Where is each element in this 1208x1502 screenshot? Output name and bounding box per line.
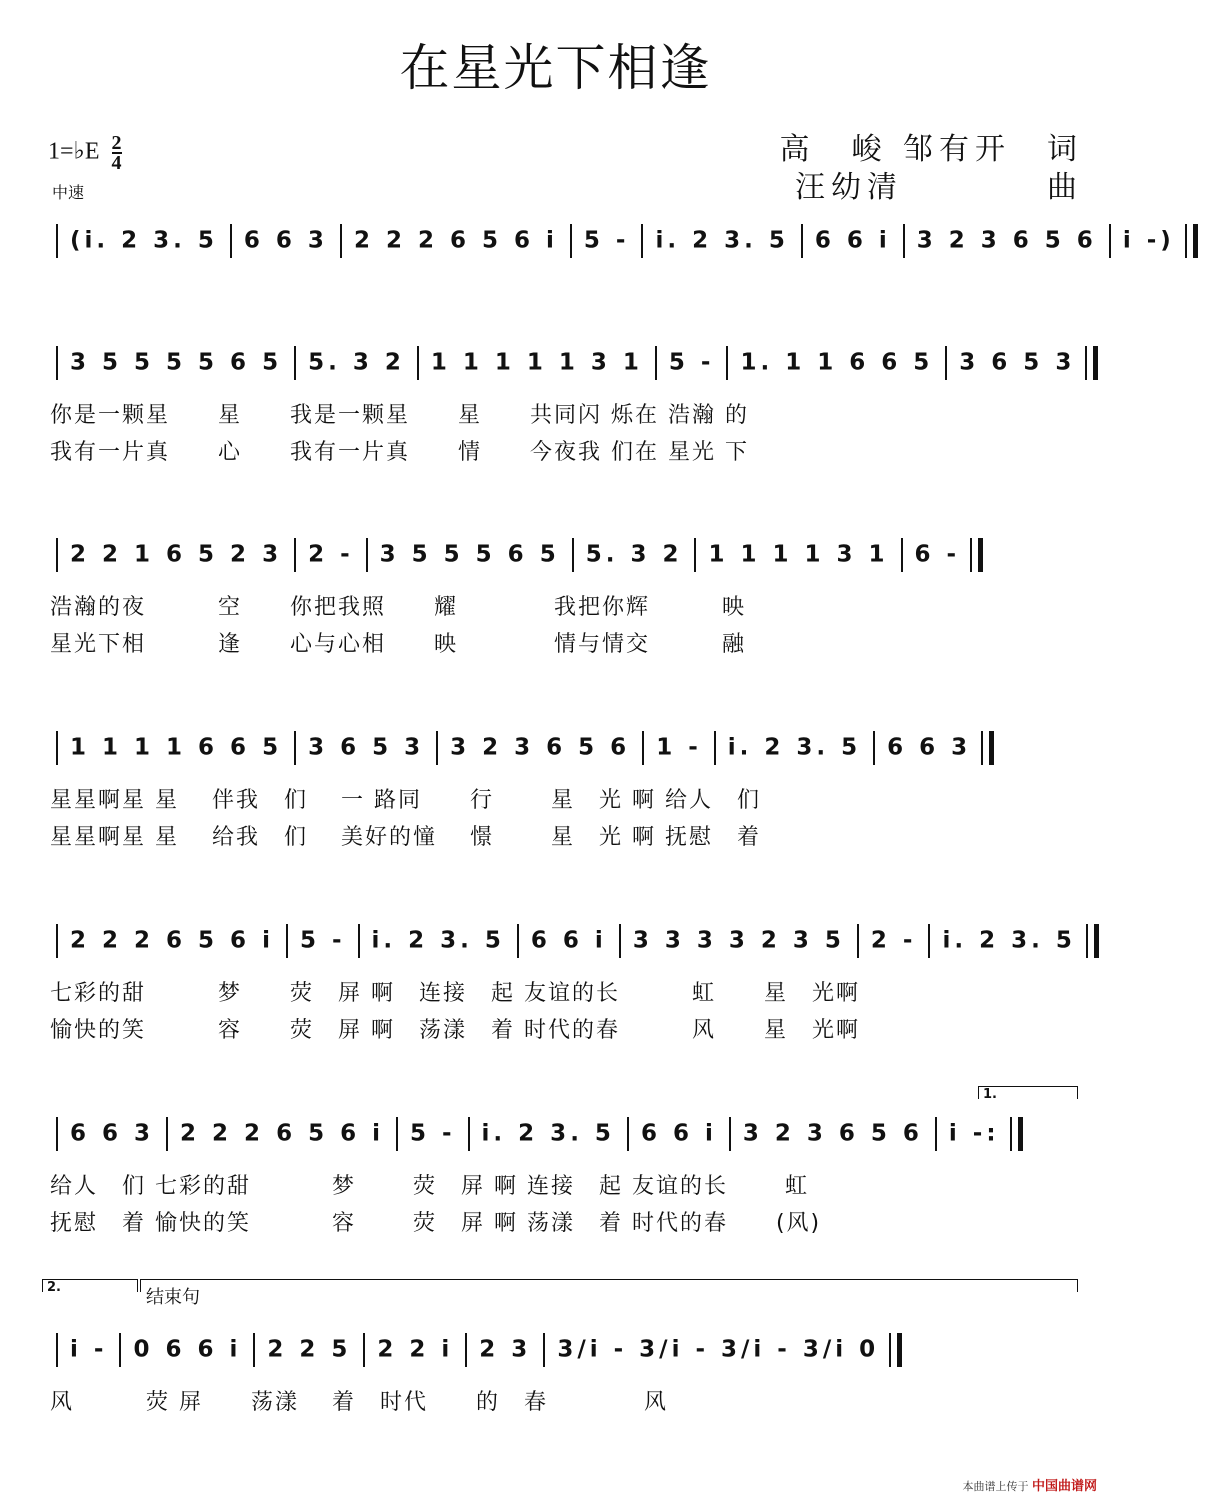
barline: [655, 346, 657, 380]
measure: 6 6 i: [814, 227, 891, 254]
barline: [945, 346, 947, 380]
measure: 2 2 2 6 5 6 i: [353, 227, 558, 254]
barline: [340, 224, 342, 258]
lyrics-verse-2: 我有一片真 心 我有一片真 情 今夜我 们在 星光 下: [50, 440, 749, 465]
barline: [396, 1117, 398, 1151]
measure: i -: [70, 1336, 108, 1363]
staff-line: [44, 1333, 1083, 1367]
lyricist-credit: 高 峻 邹有开 词: [779, 132, 1083, 167]
barline: [857, 924, 859, 958]
barline: [729, 1117, 731, 1151]
measure: i. 2 3. 5: [727, 734, 862, 761]
measure: 3/i - 3/i - 3/i - 3/i 0: [557, 1336, 880, 1363]
volta-first-ending: 1.: [978, 1086, 1078, 1099]
barline: [570, 224, 572, 258]
staff-line: [44, 731, 1083, 765]
lyrics-verse-1: 浩瀚的夜 空 你把我照 耀 我把你辉 映: [50, 595, 747, 620]
measure: 2 2 2 6 5 6 i: [180, 1120, 384, 1147]
measure: 3 5 5 5 5 6 5: [70, 349, 283, 376]
measure: i. 2 3. 5: [655, 227, 789, 254]
time-denominator: 4: [111, 152, 122, 174]
lyrics-verse-2: 愉快的笑 容 荧 屏 啊 荡漾 着 时代的春 风 星 光啊: [50, 1018, 860, 1043]
measure: 3 3 3 3 2 3 5: [632, 927, 845, 954]
measure: 6 -: [914, 541, 961, 568]
lyrics-verse-1: 风 荧 屏 荡漾 着 时代 的 春 风: [50, 1390, 668, 1415]
lyrics-verse-2: 星光下相 逢 心与心相 映 情与情交 融: [50, 632, 747, 657]
measure: 5. 3 2: [585, 541, 683, 568]
measure: 0 6 6 i: [133, 1336, 242, 1363]
barline: [873, 731, 875, 765]
measure: 5 -: [583, 227, 630, 254]
measure: 5 -: [299, 927, 346, 954]
measure: 2 2 2 6 5 6 i: [70, 927, 274, 954]
barline: [517, 924, 519, 958]
barline: [56, 731, 58, 765]
barline: [1185, 224, 1198, 258]
measure: 6 6 i: [640, 1120, 717, 1147]
measure: 2 2 i: [377, 1336, 454, 1363]
measure: 3 2 3 6 5 6: [916, 227, 1097, 254]
time-signature: [112, 134, 122, 172]
barline: [572, 538, 574, 572]
measure: 2 2 1 6 5 2 3: [70, 541, 283, 568]
barline: [56, 1333, 58, 1367]
barline: [1109, 224, 1111, 258]
measure: i -): [1122, 227, 1175, 254]
barline: [166, 1117, 168, 1151]
barline: [294, 731, 296, 765]
measure: i -:: [948, 1120, 1000, 1147]
measure: 5 -: [668, 349, 715, 376]
measure: 6 6 i: [530, 927, 607, 954]
barline: [56, 538, 58, 572]
measure: 1 1 1 1 6 6 5: [70, 734, 283, 761]
measure: 1 -: [656, 734, 702, 761]
barline: [119, 1333, 121, 1367]
barline: [56, 346, 58, 380]
barline: [1010, 1117, 1023, 1151]
flat-sign: ♭: [73, 138, 85, 165]
barline: [619, 924, 621, 958]
barline: [363, 1333, 365, 1367]
ending-label: 结束句: [146, 1287, 200, 1308]
barline: [1086, 924, 1099, 958]
barline: [935, 1117, 937, 1151]
key-prefix: 1=: [48, 138, 74, 165]
composer-credit: 汪幼清 曲: [795, 170, 1083, 205]
barline: [465, 1333, 467, 1367]
ending-bracket: [140, 1279, 1078, 1292]
lyrics-verse-2: 星星啊星 星 给我 们 美好的憧 憬 星 光 啊 抚慰 着: [50, 825, 761, 850]
measure: 1 1 1 1 1 3 1: [430, 349, 643, 376]
barline: [801, 224, 803, 258]
barline: [641, 224, 643, 258]
measure: 1 1 1 1 3 1: [708, 541, 889, 568]
measure: 6 6 3: [887, 734, 972, 761]
measure: 2 3: [479, 1336, 532, 1363]
measure: 3 2 3 6 5 6: [450, 734, 631, 761]
barline: [889, 1333, 902, 1367]
barline: [903, 224, 905, 258]
footer-text: 本曲谱上传于: [962, 1480, 1029, 1493]
lyrics-verse-1: 给人 们 七彩的甜 梦 荧 屏 啊 连接 起 友谊的长 虹: [50, 1174, 809, 1199]
barline: [970, 538, 983, 572]
measure: 3 5 5 5 6 5: [379, 541, 560, 568]
barline: [726, 346, 728, 380]
measure: 1. 1 1 6 6 5: [740, 349, 934, 376]
measure: 3 2 3 6 5 6: [742, 1120, 923, 1147]
measure: 3 6 5 3: [959, 349, 1076, 376]
measure: 6 6 3: [70, 1120, 155, 1147]
barline: [694, 538, 696, 572]
barline: [56, 224, 58, 258]
measure: 5 -: [409, 1120, 456, 1147]
barline: [1085, 346, 1098, 380]
barline: [358, 924, 360, 958]
measure: 5. 3 2: [308, 349, 405, 376]
barline: [901, 538, 903, 572]
measure: i. 2 3. 5: [371, 927, 505, 954]
time-numerator: 2: [111, 132, 122, 154]
barline: [286, 924, 288, 958]
barline: [543, 1333, 545, 1367]
barline: [627, 1117, 629, 1151]
staff-line: [44, 538, 1083, 572]
barline: [294, 538, 296, 572]
barline: [56, 1117, 58, 1151]
key-note: E: [84, 138, 100, 165]
measure: 2 2 5: [267, 1336, 352, 1363]
staff-line: [44, 924, 1083, 958]
measure: 3 6 5 3: [308, 734, 425, 761]
barline: [436, 731, 438, 765]
lyrics-verse-1: 星星啊星 星 伴我 们 一 路同 行 星 光 啊 给人 们: [50, 788, 761, 813]
lyrics-verse-1: 七彩的甜 梦 荧 屏 啊 连接 起 友谊的长 虹 星 光啊: [50, 981, 860, 1006]
measure: i. 2 3. 5: [481, 1120, 615, 1147]
barline: [56, 924, 58, 958]
key-signature: [48, 134, 122, 172]
lyrics-verse-1: 你是一颗星 星 我是一颗星 星 共同闪 烁在 浩瀚 的: [50, 403, 749, 428]
barline: [366, 538, 368, 572]
staff-line: [44, 346, 1083, 380]
tempo-marking: 中速: [52, 183, 85, 202]
page-title: 在星光下相逢: [399, 39, 712, 97]
intro-line: [44, 224, 1175, 258]
volta-second-ending: 2.: [42, 1279, 138, 1292]
measure: (i. 2 3. 5: [70, 227, 218, 254]
measure: 2 -: [308, 541, 354, 568]
barline: [253, 1333, 255, 1367]
measure: 2 -: [870, 927, 917, 954]
barline: [230, 224, 232, 258]
barline: [294, 346, 296, 380]
barline: [714, 731, 716, 765]
measure: i. 2 3. 5: [942, 927, 1076, 954]
barline: [981, 731, 994, 765]
staff-line: [44, 1117, 1083, 1151]
barline: [642, 731, 644, 765]
barline: [928, 924, 930, 958]
lyrics-verse-2: 抚慰 着 愉快的笑 容 荧 屏 啊 荡漾 着 时代的春 (风): [50, 1211, 822, 1236]
barline: [468, 1117, 470, 1151]
footer-site: 中国曲谱网: [1031, 1479, 1097, 1494]
measure: 6 6 3: [243, 227, 328, 254]
footer-credit: [962, 1475, 1097, 1494]
barline: [417, 346, 419, 380]
